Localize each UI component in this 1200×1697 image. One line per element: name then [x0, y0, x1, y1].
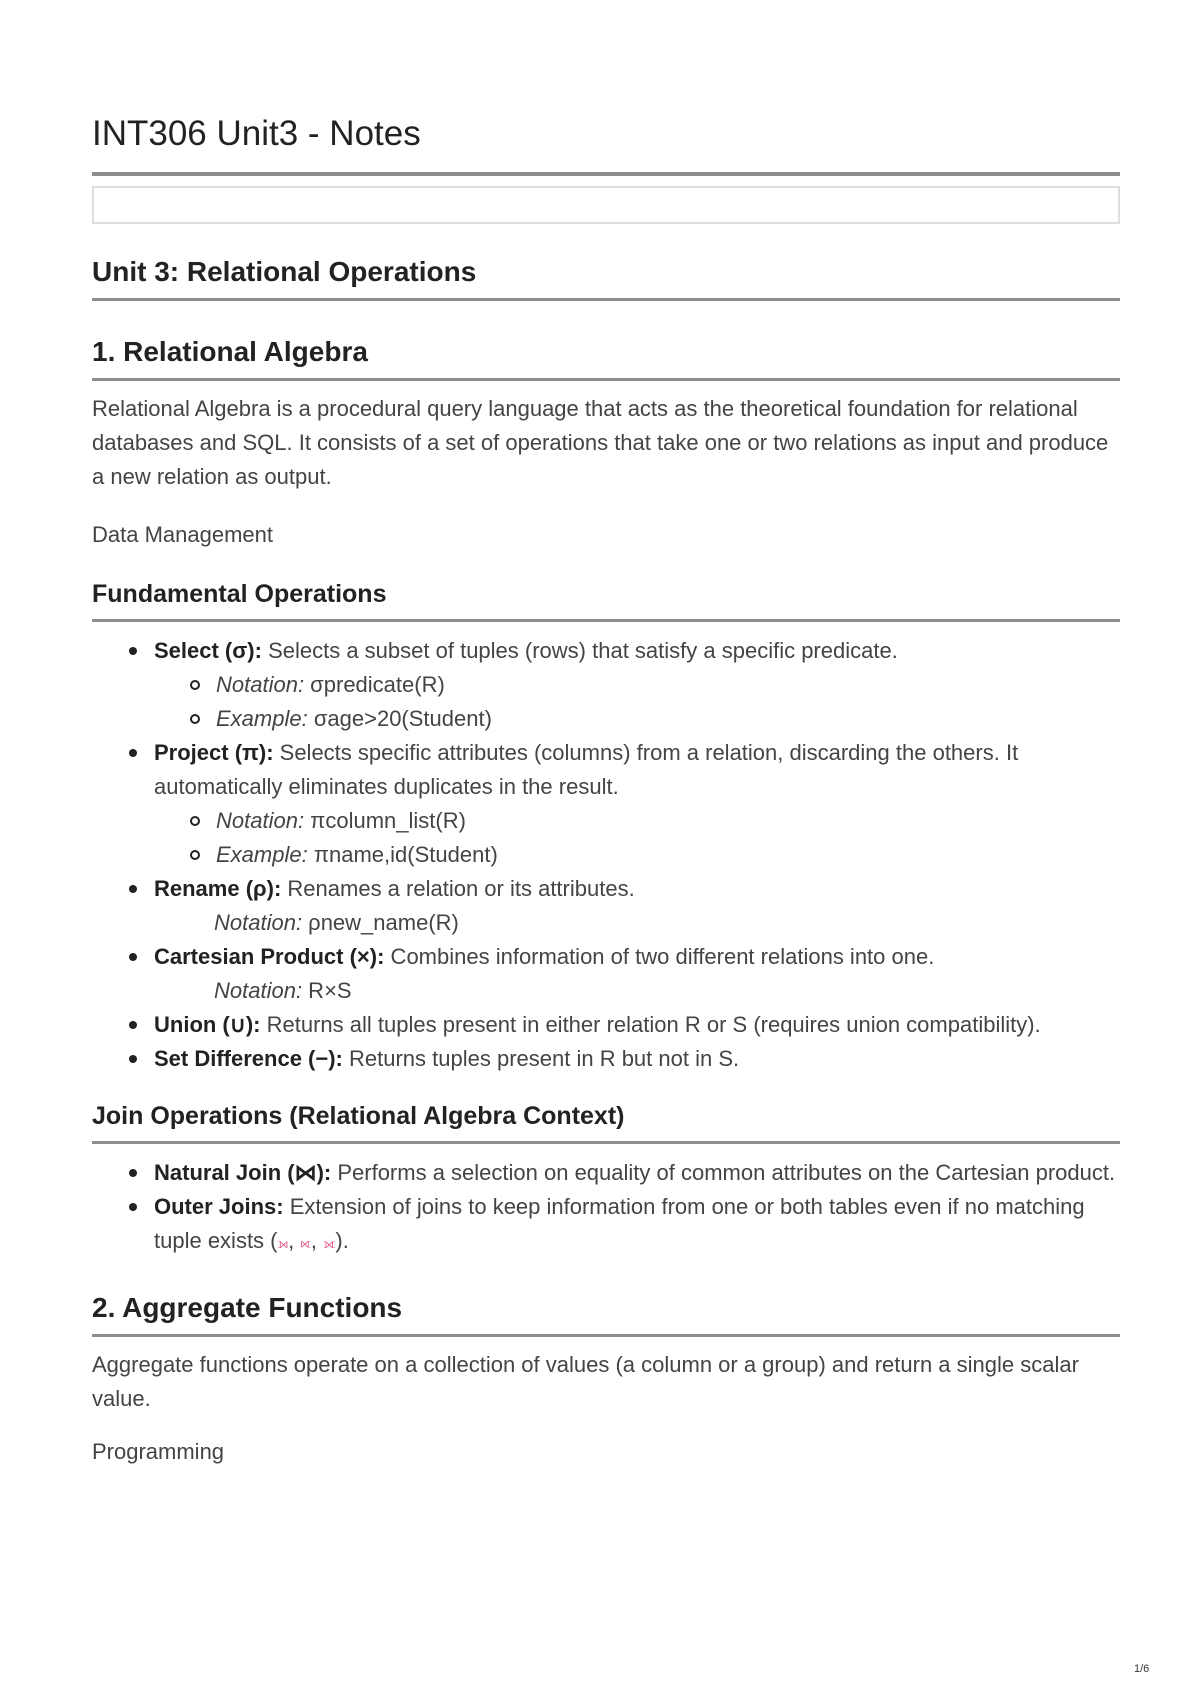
unit-heading-divider — [92, 298, 1120, 301]
list-item-rename — [92, 872, 1120, 940]
notation-value: R×S — [302, 978, 352, 1003]
section2-divider — [92, 1334, 1120, 1337]
rename-notation — [152, 906, 1120, 940]
rename-desc: Renames a relation or its attributes. — [281, 876, 635, 901]
section1-intro: Relational Algebra is a procedural query language that acts as the theoretical foundation for relational databases and SQL. It consists of a set of operations that take one or two relations as input and produce a new relation as output. — [92, 396, 1109, 489]
full-outer-join-symbol: ⟗ — [323, 1235, 336, 1251]
list-item-union — [92, 1008, 1120, 1042]
cartesian-desc: Combines information of two different relations into one. — [384, 944, 935, 969]
project-sublist — [154, 804, 1120, 872]
union-label: Union (∪): — [154, 1012, 261, 1037]
page-number: 1/6 — [1134, 1663, 1150, 1675]
fundamental-heading: Fundamental Operations — [92, 580, 387, 608]
list-item-difference — [92, 1042, 1120, 1076]
rename-label: Rename (ρ): — [154, 876, 282, 901]
outer-joins-desc: Extension of joins to keep information from one or both tables even if no matching tuple exists ( — [154, 1194, 1085, 1253]
section1-divider — [92, 378, 1120, 381]
section2-tag: Programming — [92, 1439, 225, 1464]
section2-intro: Aggregate functions operate on a collection of values (a column or a group) and return a single scalar value. — [92, 1352, 1079, 1411]
joins-list — [92, 1156, 1120, 1260]
left-outer-join-symbol: ⟕ — [277, 1235, 289, 1251]
fundamental-list — [92, 634, 1120, 1076]
union-desc: Returns all tuples present in either relation R or S (requires union compatibility). — [260, 1012, 1041, 1037]
cartesian-label: Cartesian Product (×): — [154, 944, 385, 969]
list-item-natural-join — [92, 1156, 1120, 1190]
notation-label: Notation: — [216, 672, 305, 697]
notation-label: Notation: — [216, 808, 305, 833]
joins-heading: Join Operations (Relational Algebra Context) — [92, 1102, 625, 1130]
document-title: INT306 Unit3 - Notes — [92, 114, 421, 153]
empty-box — [92, 186, 1120, 224]
notation-label: Notation: — [214, 910, 303, 935]
notation-value: πcolumn_list(R) — [304, 808, 466, 833]
select-notation — [154, 668, 1120, 702]
list-item-project — [92, 736, 1120, 872]
right-outer-join-symbol: ⟖ — [300, 1235, 311, 1251]
separator: , — [310, 1228, 324, 1253]
notation-value: σpredicate(R) — [304, 672, 445, 697]
document-page — [92, 110, 1120, 1469]
project-notation — [154, 804, 1120, 838]
natural-join-desc: Performs a selection on equality of common attributes on the Cartesian product. — [331, 1160, 1116, 1185]
outer-joins-end: ). — [335, 1228, 349, 1253]
select-label: Select (σ): — [154, 638, 262, 663]
notation-value: ρnew_name(R) — [302, 910, 459, 935]
project-desc: Selects specific attributes (columns) from a relation, discarding the others. It automatically eliminates duplicates in the result. — [154, 740, 1019, 799]
select-sublist — [154, 668, 1120, 736]
section1-heading: 1. Relational Algebra — [92, 336, 368, 367]
select-desc: Selects a subset of tuples (rows) that satisfy a specific predicate. — [261, 638, 898, 663]
difference-label: Set Difference (−): — [154, 1046, 343, 1071]
joins-divider — [92, 1141, 1120, 1144]
difference-desc: Returns tuples present in R but not in S. — [342, 1046, 740, 1071]
natural-join-label: Natural Join (⋈): — [154, 1160, 332, 1185]
example-value: πname,id(Student) — [307, 842, 498, 867]
select-example — [154, 702, 1120, 736]
unit-heading: Unit 3: Relational Operations — [92, 256, 477, 287]
list-item-cartesian — [92, 940, 1120, 1008]
separator: , — [288, 1228, 301, 1253]
project-example — [154, 838, 1120, 872]
section1-tag: Data Management — [92, 522, 273, 547]
example-label: Example: — [216, 706, 308, 731]
list-item-outer-joins — [92, 1190, 1120, 1260]
cartesian-notation — [152, 974, 1120, 1008]
notation-label: Notation: — [214, 978, 303, 1003]
section2-heading: 2. Aggregate Functions — [92, 1292, 403, 1323]
outer-joins-label: Outer Joins: — [154, 1194, 284, 1219]
example-label: Example: — [216, 842, 308, 867]
example-value: σage>20(Student) — [307, 706, 492, 731]
title-divider — [92, 172, 1120, 176]
list-item-select — [92, 634, 1120, 736]
project-label: Project (π): — [154, 740, 274, 765]
fundamental-divider — [92, 619, 1120, 622]
